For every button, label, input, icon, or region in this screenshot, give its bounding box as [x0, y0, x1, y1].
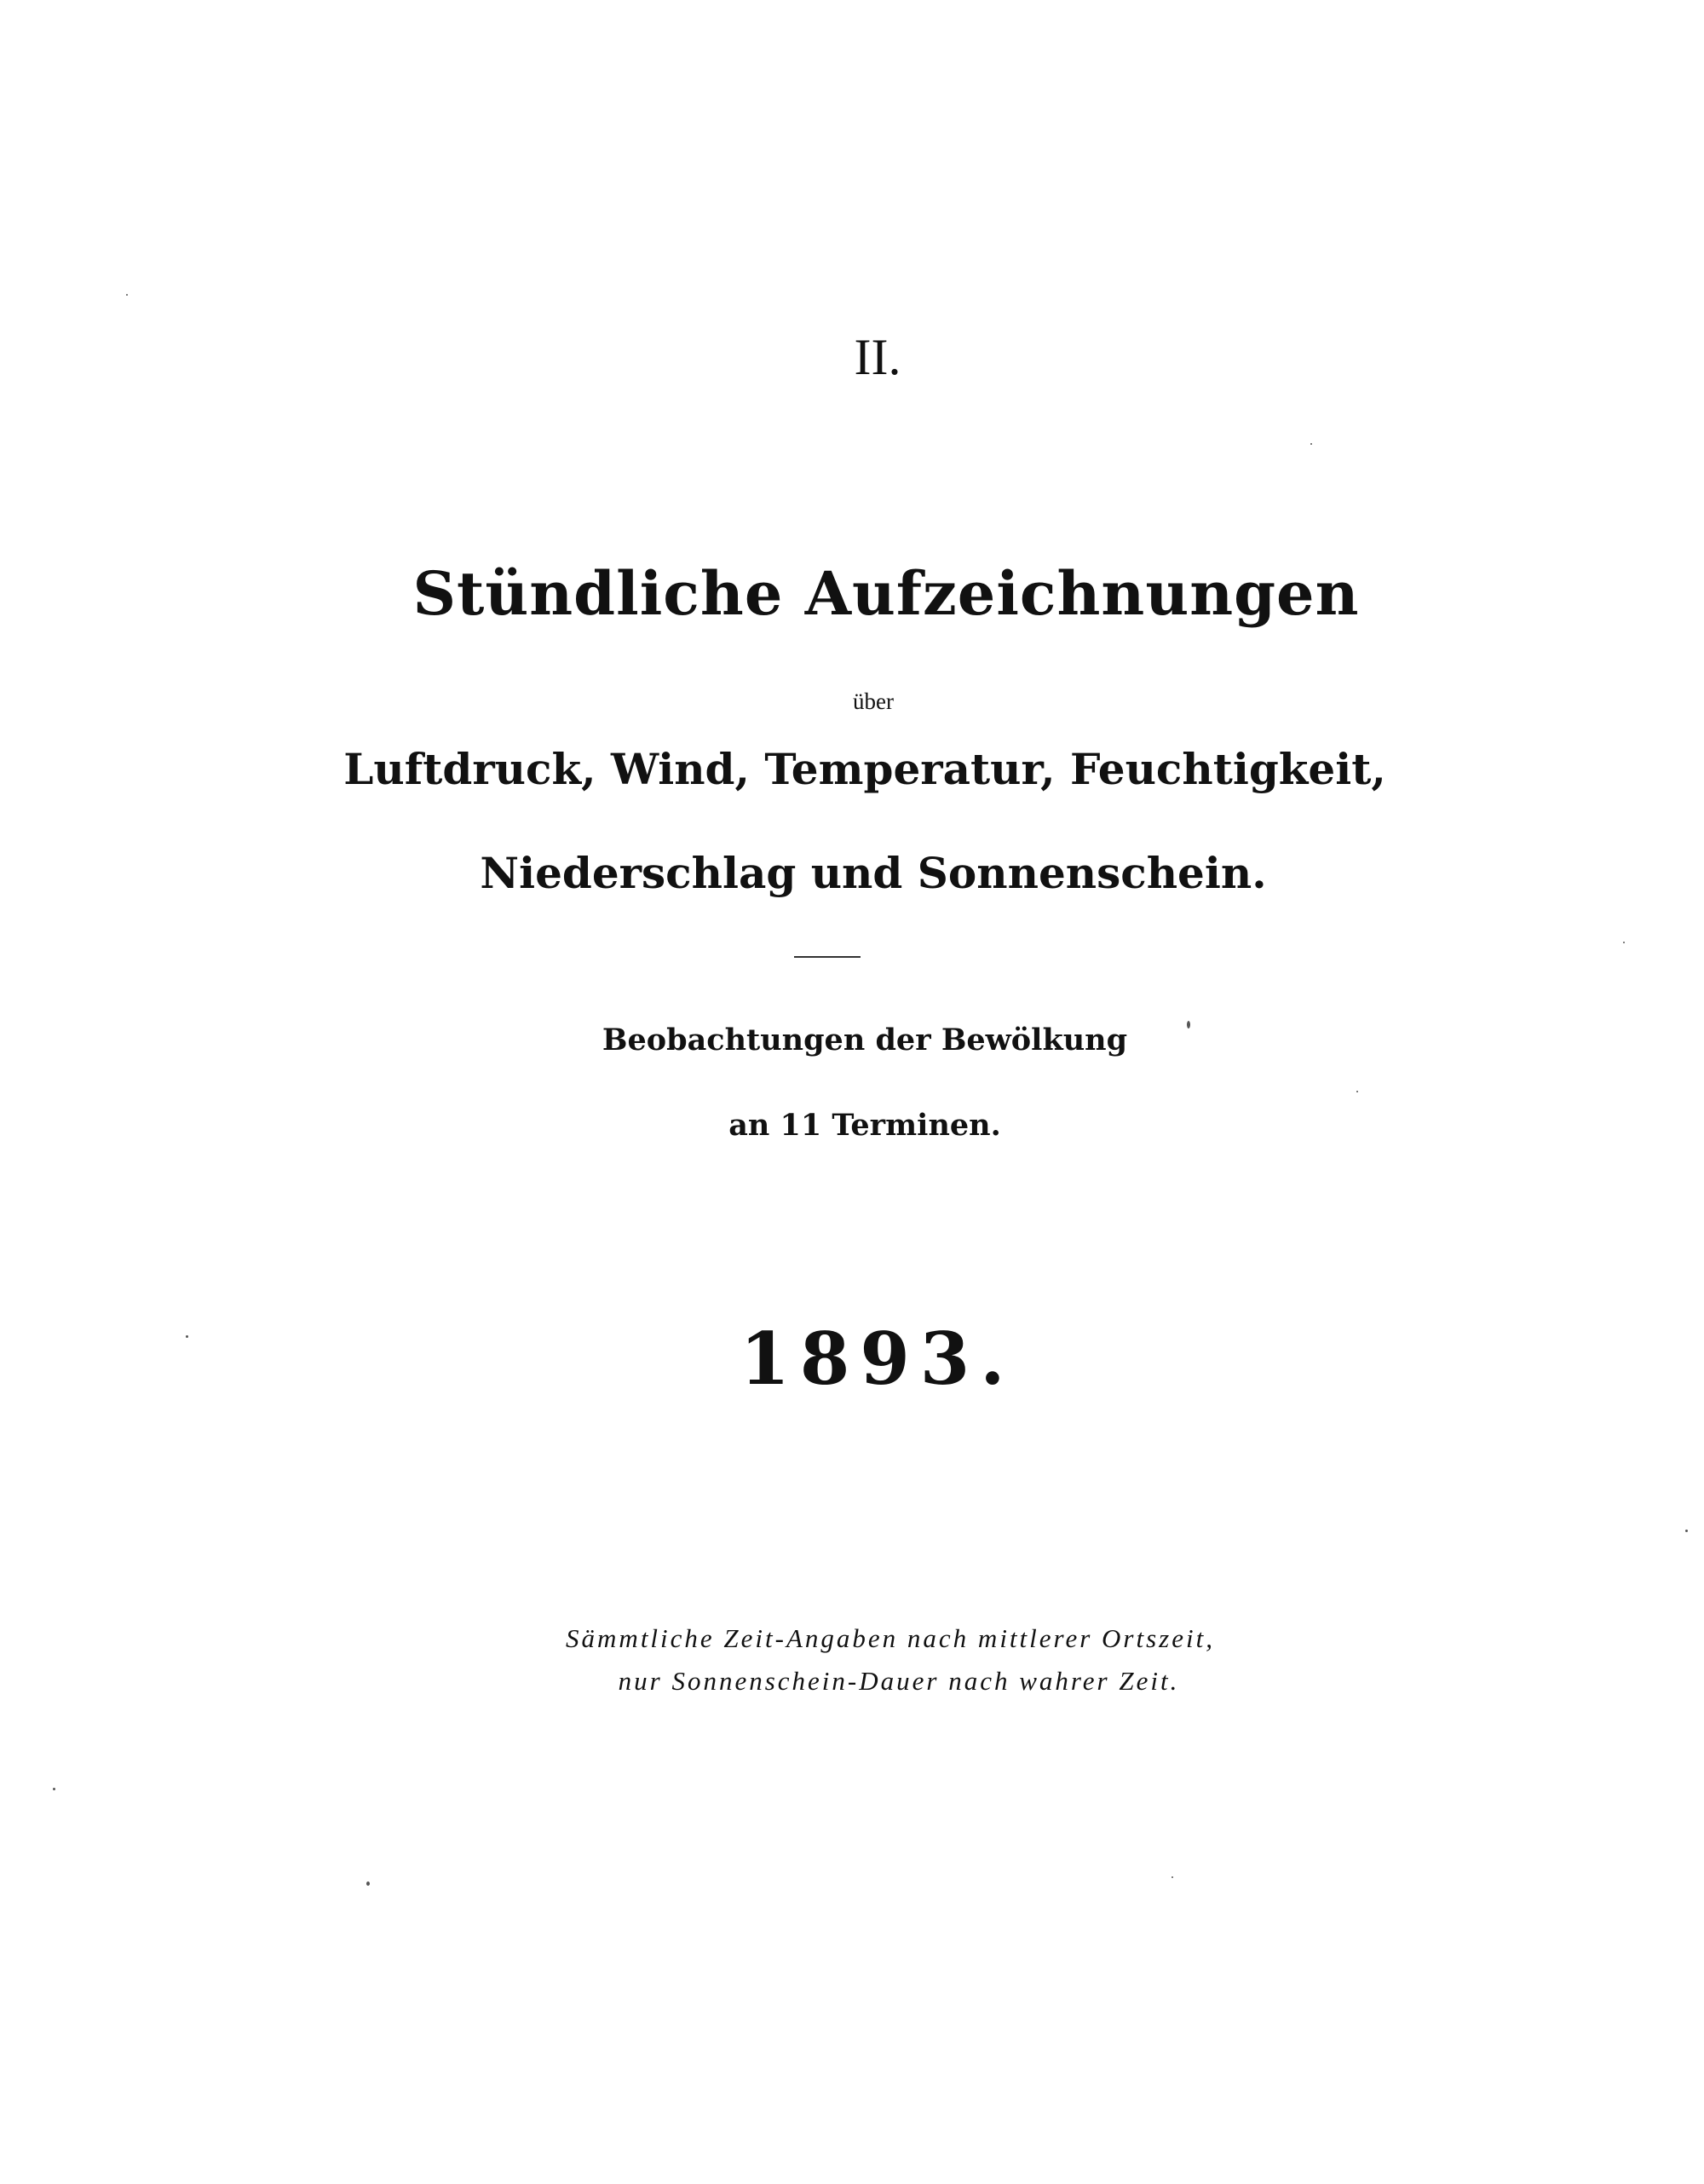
cloud-observation-line-1: Beobachtungen der Bewölkung	[602, 1023, 1128, 1057]
scan-speck	[366, 1881, 370, 1886]
year-heading: 1893.	[740, 1317, 1016, 1401]
subject-line-2: Niederschlag und Sonnenschein.	[480, 848, 1267, 898]
scan-speck	[1356, 1091, 1358, 1092]
scan-speck	[53, 1788, 55, 1790]
scan-speck	[126, 294, 128, 296]
scan-speck	[1172, 1876, 1173, 1878]
scan-speck	[1187, 1021, 1190, 1029]
scan-speck	[1685, 1530, 1688, 1532]
time-note-line-2: nur Sonnenschein-Dauer nach wahrer Zeit.	[618, 1666, 1180, 1696]
title-connector: über	[853, 689, 894, 714]
section-divider	[794, 956, 861, 958]
scan-speck	[186, 1335, 188, 1338]
page-title: Stündliche Aufzeichnungen	[412, 558, 1360, 629]
time-note-line-1: Sämmtliche Zeit-Angaben nach mittlerer Ortszeit,	[566, 1623, 1215, 1653]
subject-line-1: Luftdruck, Wind, Temperatur, Feuchtigkeit,	[343, 744, 1386, 794]
section-numeral: II.	[854, 329, 901, 385]
cloud-observation-line-2: an 11 Terminen.	[728, 1108, 1001, 1143]
scan-speck	[1623, 942, 1625, 943]
scan-speck	[1310, 443, 1312, 445]
